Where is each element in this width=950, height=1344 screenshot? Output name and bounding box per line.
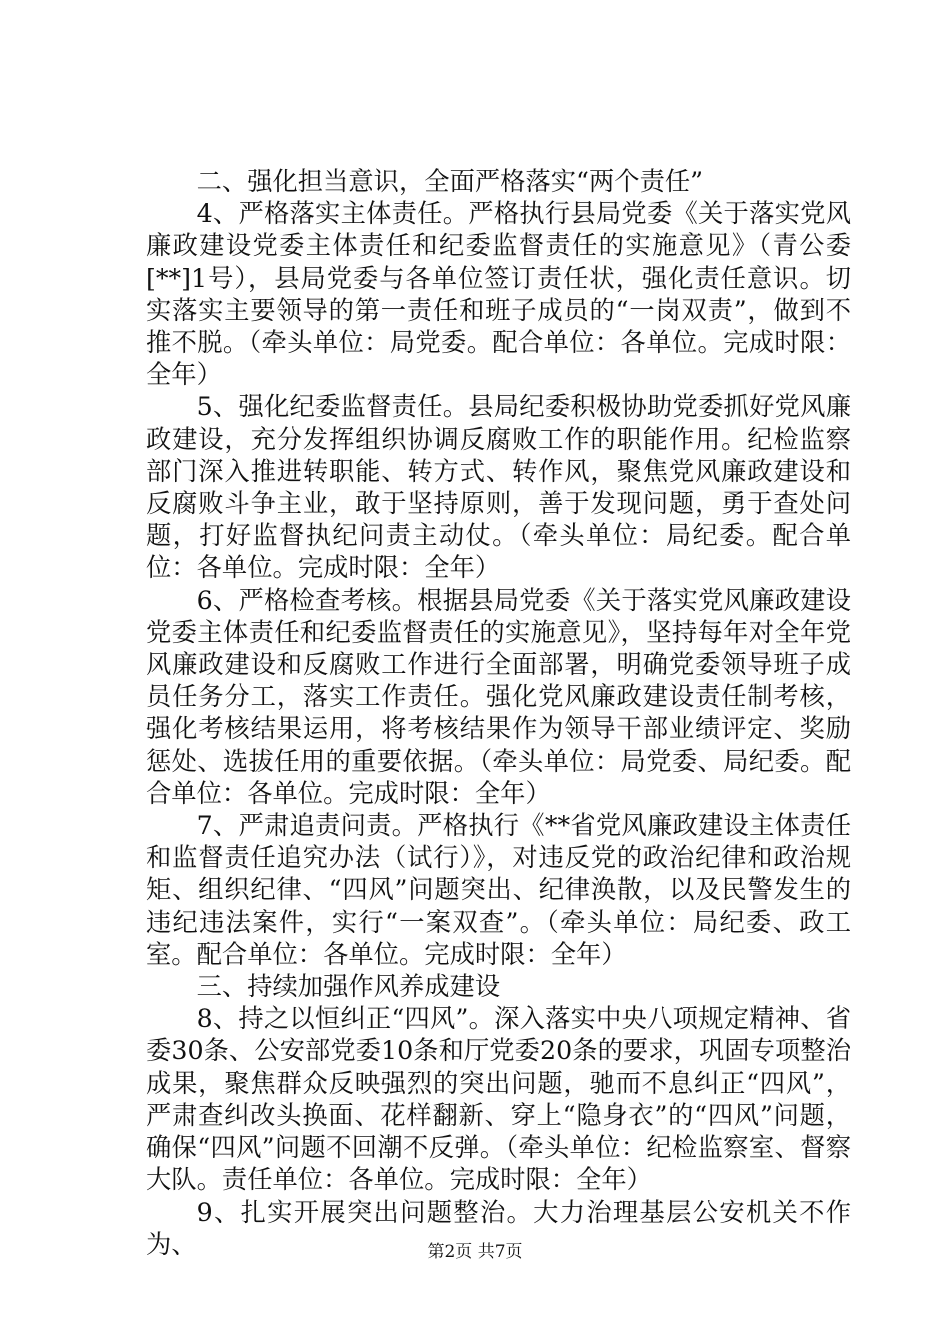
page-footer: 第2页 共7页: [427, 1242, 523, 1262]
paragraph-item-5: 5、强化纪委监督责任。县局纪委积极协助党委抓好党风廉政建设，充分发挥组织协调反腐败工作的职能作用。纪检监察部门深入推进转职能、转方式、转作风，聚焦党风廉政建设和反腐败斗争主业，敢于坚持原则，善于发现问题，勇于查处问题，打好监督执纪问责主动仗。（牵头单位：局纪委。配合单位：各单位。完成时限：全年）: [146, 392, 851, 583]
paragraph-item-7: 7、严肃追责问责。严格执行《**省党风廉政建设主体责任和监督责任追究办法（试行）》，对违反党的政治纪律和政治规矩、组织纪律、“四风”问题突出、纪律涣散，以及民警发生的违纪违法案件，实行“一案双查”。（牵头单位：局纪委、政工室。配合单位：各单位。完成时限：全年）: [146, 811, 851, 969]
document-body: [146, 166, 851, 1261]
section-heading-3: 三、持续加强作风养成建设: [196, 972, 501, 1002]
paragraph-item-9: 9、扎实开展突出问题整治。大力治理基层公安机关不作为、: [146, 1197, 851, 1259]
paragraph-item-8: 8、持之以恒纠正“四风”。深入落实中央八项规定精神、省委30条、公安部党委10条和厅党委20条的要求，巩固专项整治成果，聚焦群众反映强烈的突出问题，驰而不息纠正“四风”，严肃查纠改头换面、花样翻新、穿上“隐身衣”的“四风”问题，确保“四风”问题不回潮不反弹。（牵头单位：纪检监察室、督察大队。责任单位：各单位。完成时限：全年）: [146, 1004, 851, 1195]
paragraph-item-6: 6、严格检查考核。根据县局党委《关于落实党风廉政建设党委主体责任和纪委监督责任的实施意见》，坚持每年对全年党风廉政建设和反腐败工作进行全面部署，明确党委领导班子成员任务分工，落实工作责任。强化党风廉政建设责任制考核，强化考核结果运用，将考核结果作为领导干部业绩评定、奖励惩处、选拔任用的重要依据。（牵头单位：局党委、局纪委。配合单位：各单位。完成时限：全年）: [146, 585, 851, 808]
paragraph-item-4: 4、严格落实主体责任。严格执行县局党委《关于落实党风廉政建设党委主体责任和纪委监督责任的实施意见》（青公委[**]1号），县局党委与各单位签订责任状，强化责任意识。切实落实主要领导的第一责任和班子成员的“一岗双责”，做到不推不脱。（牵头单位：局党委。配合单位：各单位。完成时限：全年）: [146, 199, 851, 390]
section-heading-2: 二、强化担当意识，全面严格落实“两个责任”: [196, 167, 704, 196]
